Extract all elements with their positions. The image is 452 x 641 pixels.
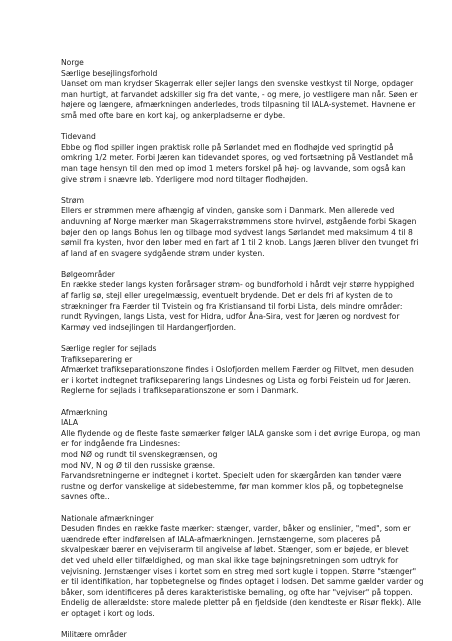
- paragraph-line: højere og længere, afmærkningen anderledes, trods tilpasning til IALA-systemet. Havnene er: [61, 100, 416, 110]
- paragraph-line: er i kortet indtegnet trafikseparering langs Lindesnes og Lista og forbi Feistein ud for Jæren.: [61, 375, 411, 385]
- paragraph-line: det ved uheld eller tilfældighed, og man skal ikke tage bøjningsretningen som udtryk for: [61, 555, 399, 565]
- section-heading: Bølgeområder: [61, 269, 115, 279]
- paragraph-line: Ellers er strømmen mere afhængig af vinden, ganske som i Danmark. Men allerede ved: [61, 206, 395, 216]
- paragraph-gap: [61, 503, 416, 514]
- paragraph-line: rundt Ryvingen, langs Lista, vest for Hidra, udfor Åna-Sira, vest for Jæren og nordvest for: [61, 312, 400, 322]
- paragraph-line: Karmøy ved indsejlingen til Hardangerfjorden.: [61, 322, 237, 332]
- paragraph-line: Særlige besejlingsforhold: [61, 68, 158, 78]
- document-body: [61, 58, 424, 641]
- paragraph-gap: [61, 333, 416, 344]
- paragraph-line: man hurtigt, at farvandet adskiller sig fra det vante, - og mere, jo vestligere man når. Søen er: [61, 89, 418, 99]
- paragraph-gap: [61, 619, 416, 630]
- paragraph-line: Ebbe og flod spiller ingen praktisk rolle på Sørlandet med en flodhøjde ved springtid på: [61, 142, 394, 152]
- paragraph-line: Afmærket trafikseparationszone findes i Oslofjorden mellem Færder og Filtvet, men desuden: [61, 365, 414, 375]
- paragraph-line: give strøm i snævre løb. Yderligere mod nord tiltager flodhøjden.: [61, 174, 309, 184]
- paragraph-line: Endelig de allerældste: store malede pletter på en fjeldside (den kendteste er Risør flekk). Alle: [61, 598, 422, 608]
- document-section: [61, 270, 416, 334]
- document-section: [61, 407, 421, 503]
- section-heading: Særlige regler for sejlads: [61, 344, 157, 354]
- paragraph-line: En række steder langs kysten forårsager strøm- og bundforhold i hårdt vejr større hyppighed: [61, 280, 415, 290]
- paragraph-line: mod NV, N og Ø til den russiske grænse.: [61, 460, 216, 470]
- paragraph-line: mod NØ og rundt til svenskegrænsen, og: [61, 449, 218, 459]
- paragraph-gap: [61, 122, 416, 133]
- paragraph-line: Reglerne for sejlads i trafikseparationszone er som i Danmark.: [61, 386, 299, 396]
- paragraph-line: Uanset om man krydser Skagerrak eller sejler langs den svenske vestkyst til Norge, opdager: [61, 79, 414, 89]
- paragraph-line: Alle flydende og de fleste faste sømærker følger IALA ganske som i det øvrige Europa, og man: [61, 428, 421, 438]
- paragraph-line: man tage hensyn til den med op imod 1 meters forskel på høj- og lavvande, som også kan: [61, 163, 406, 173]
- paragraph-line: anduvning af Norge mærker man Skagerrakstrømmens store hvirvel, østgående forbi Skagen: [61, 216, 417, 226]
- section-heading: Nationale afmærkninger: [61, 513, 154, 523]
- document-section: [61, 132, 416, 185]
- document-section: [61, 630, 416, 641]
- paragraph-line: Desuden findes en række faste mærker: stænger, varder, båker og enslinier, "med", som er: [61, 524, 411, 534]
- section-heading: Militære områder: [61, 630, 127, 640]
- paragraph-gap: [61, 397, 416, 408]
- document-section: [61, 58, 416, 122]
- paragraph-line: af farlig sø, stejl eller uregelmæssig, eventuelt brydende. Det er dels fri af kysten de to: [61, 291, 393, 301]
- document-section: [61, 344, 416, 397]
- section-heading: Norge: [61, 58, 84, 67]
- paragraph-line: Trafikseparering er: [61, 354, 133, 364]
- paragraph-line: små med ofte bare en kort kaj, og ankerpladserne er dybe.: [61, 110, 286, 120]
- section-heading: Strøm: [61, 195, 84, 205]
- paragraph-line: sømil fra kysten, hvor den løber med en fart af 1 til 2 knob. Langs Jæren bliver den tvunget fri: [61, 238, 419, 248]
- paragraph-line: savnes ofte..: [61, 492, 110, 502]
- paragraph-line: er optaget i kort og lods.: [61, 608, 155, 618]
- document-section: [61, 513, 424, 620]
- paragraph-line: strækninger fra Færder til Tvistein og fra Kristiansand til forbi Lista, dels mindre områder:: [61, 301, 403, 311]
- paragraph-line: rustne og derfor vanskelige at sidebestemme, før man kommer klos på, og topbetegnelse: [61, 481, 404, 491]
- paragraph-line: bøjer den op langs Bohus len og tilbage mod sydvest langs Sørlandet med maksimum 4 til 8: [61, 227, 413, 237]
- paragraph-line: vejvisning. Jernstænger vises i kortet som en streg med sort kugle i toppen. Større "stænger": [61, 566, 417, 576]
- paragraph-line: er for indgående fra Lindesnes:: [61, 439, 181, 449]
- section-heading: Afmærkning: [61, 407, 108, 417]
- paragraph-line: Farvandsretningerne er indtegnet i kortet. Specielt uden for skærgården kan tønder være: [61, 471, 402, 481]
- section-heading: Tidevand: [61, 132, 96, 142]
- paragraph-line: omkring 1/2 meter. Forbi Jæren kan tidevandet spores, og ved fortsætning på Vestlandet må: [61, 153, 414, 163]
- paragraph-line: uændrede efter indførelsen af IALA-afmærkningen. Jernstængerne, som placeres på: [61, 534, 381, 544]
- paragraph-line: skvalpeskær bærer en vejviserarm til angivelse af løbet. Stænger, som er bøjede, er blevet: [61, 545, 409, 555]
- document-section: [61, 195, 419, 260]
- paragraph-line: af land af en svagere sydgående strøm under kysten.: [61, 248, 265, 258]
- paragraph-line: IALA: [61, 418, 79, 428]
- paragraph-gap: [61, 185, 416, 196]
- paragraph-line: er til identifikation, har topbetegnelse og findes optaget i lodsen. Det samme gælder varder og: [61, 577, 424, 587]
- paragraph-gap: [61, 259, 416, 270]
- paragraph-line: båker, som identificeres på deres karakteristiske bemaling, og ofte har "vejviser" på toppen.: [61, 587, 413, 597]
